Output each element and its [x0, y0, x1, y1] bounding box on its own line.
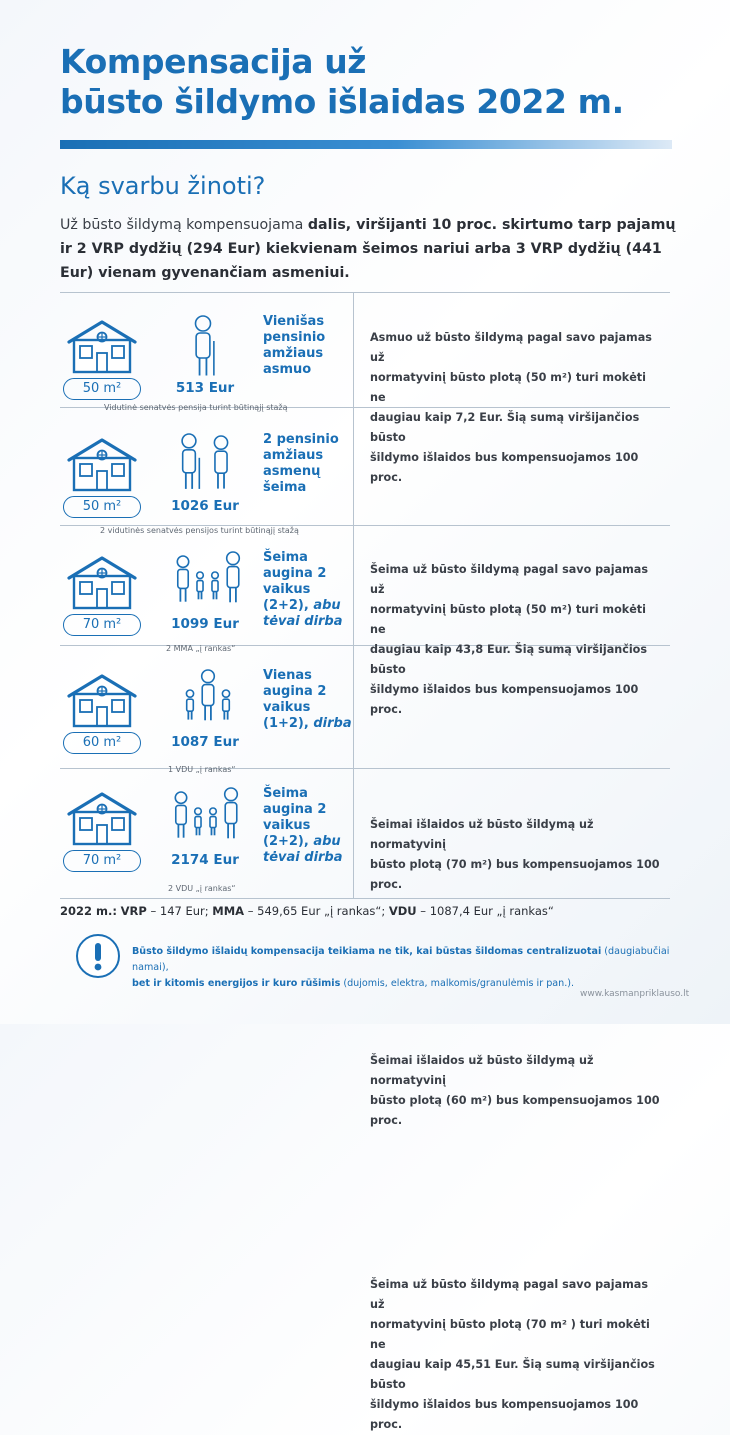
income-note: 2 MMA „į rankas“ [166, 644, 236, 653]
row-separator [60, 898, 670, 899]
area-badge: 50 m² [63, 496, 141, 518]
label-line: 2 pensinio [263, 432, 339, 447]
income-note: 2 VDU „į rankas“ [168, 884, 236, 893]
income-amount: 1099 Eur [171, 616, 239, 632]
description-line: Šeimai išlaidos už būsto šildymą už normatyvinį [370, 1054, 594, 1087]
description-line: normatyvinį būsto plotą (50 m²) turi mokėti ne [370, 371, 646, 404]
area-badge: 60 m² [63, 732, 141, 754]
row-separator [60, 768, 670, 769]
intro-text: Už būsto šildymą kompensuojama [60, 217, 308, 233]
label-italic: dirba [308, 716, 352, 731]
defs-year: 2022 m.: [60, 904, 117, 918]
case-label [263, 432, 363, 496]
area-badge: 70 m² [63, 850, 141, 872]
description-line: Šeima už būsto šildymą pagal savo pajamas už [370, 563, 648, 596]
income-note: Vidutinė senatvės pensija turint būtinąjį stažą [104, 403, 288, 412]
income-amount: 1087 Eur [171, 734, 239, 750]
label-line: Vienišas [263, 314, 325, 329]
income-note: 1 VDU „į rankas“ [168, 765, 236, 774]
website-link[interactable]: www.kasmanpriklauso.lt [580, 989, 690, 999]
case-label [263, 668, 363, 732]
alert-text-2: (dujomis, elektra, malkomis/granulėmis ir pan.). [340, 978, 575, 989]
label-line: pensinio [263, 330, 326, 345]
label-line: (1+2), [263, 716, 309, 731]
description-line: Šeimai išlaidos už būsto šildymą už normatyvinį [370, 818, 594, 851]
house-icon [65, 318, 139, 374]
description-line: būsto plotą (60 m²) bus kompensuojamos 100 proc. [370, 1094, 660, 1127]
label-line: vaikus [263, 700, 311, 715]
family-icon [173, 550, 243, 618]
house-icon [65, 672, 139, 728]
label-line: (2+2), [263, 834, 309, 849]
label-line: asmuo [263, 362, 312, 377]
area-badge: 50 m² [63, 378, 141, 400]
description-line: daugiau kaip 43,8 Eur. Šią sumą viršijančios būsto [370, 643, 648, 676]
defs-vdu-val: – 1087,4 Eur „į rankas“ [416, 904, 554, 918]
case-label [263, 550, 363, 630]
row-separator [60, 292, 670, 293]
title-line-2: būsto šildymo išlaidas 2022 m. [60, 82, 624, 121]
page-title [60, 42, 680, 122]
income-note: 2 vidutinės senatvės pensijos turint būtinąjį stažą [100, 526, 299, 535]
description-line: Šeima už būsto šildymą pagal savo pajamas už [370, 1278, 648, 1311]
label-italic-last: tėvai dirba [263, 614, 343, 629]
label-line: šeima [263, 480, 307, 495]
label-line: asmenų [263, 464, 321, 479]
case-description [370, 1275, 665, 1435]
case-description [370, 1051, 665, 1131]
pensioner-icon [183, 314, 223, 382]
title-line-1: Kompensacija už [60, 42, 367, 81]
description-line: šildymo išlaidos bus kompensuojamos 100 proc. [370, 683, 639, 716]
exclamation-icon [76, 934, 120, 978]
alert-bold-1: Būsto šildymo išlaidų kompensacija teikiama ne tik, kai būstas šildomas centralizuotai [132, 946, 602, 957]
pensioner-couple-icon [171, 432, 241, 500]
case-label [263, 314, 363, 378]
alert-bold-2: bet ir kitomis energijos ir kuro rūšimis [132, 978, 341, 989]
description-line: Asmuo už būsto šildymą pagal savo pajamas už [370, 331, 652, 364]
area-badge: 70 m² [63, 614, 141, 636]
intro-bold-text: dalis, viršijanti 10 proc. skirtumo tarp pajamų ir 2 VRP dydžių (294 Eur) kiekvienam šeimos nariui arba 3 VRP dydžių (441 Eur) vienam gyvenančiam asmeniui. [60, 217, 676, 281]
description-line: daugiau kaip 7,2 Eur. Šią sumą viršijančios būsto [370, 411, 640, 444]
label-line: augina 2 [263, 566, 327, 581]
description-line: normatyvinį būsto plotą (70 m² ) turi mokėti ne [370, 1318, 650, 1351]
family-icon [178, 668, 238, 736]
income-amount: 2174 Eur [171, 852, 239, 868]
intro-paragraph [60, 213, 690, 285]
info-note [132, 944, 692, 992]
definitions [60, 904, 554, 918]
label-line: amžiaus [263, 346, 324, 361]
description-line: daugiau kaip 45,51 Eur. Šią sumą viršijančios būsto [370, 1358, 655, 1391]
defs-mma-key: MMA [212, 904, 245, 918]
label-line: Vienas [263, 668, 312, 683]
label-italic: abu [308, 598, 341, 613]
title-underline [60, 140, 672, 149]
defs-vrp-val: – 147 Eur; [146, 904, 213, 918]
house-icon [65, 790, 139, 846]
label-line: augina 2 [263, 802, 327, 817]
label-italic: abu [308, 834, 341, 849]
family-icon [171, 786, 241, 854]
house-icon [65, 554, 139, 610]
label-line: Šeima [263, 550, 308, 565]
label-line: (2+2), [263, 598, 309, 613]
defs-vrp-key: VRP [120, 904, 147, 918]
case-label [263, 786, 363, 866]
description-line: šildymo išlaidos bus kompensuojamos 100 proc. [370, 451, 639, 484]
subtitle: Ką svarbu žinoti? [60, 172, 266, 200]
description-line: šildymo išlaidos bus kompensuojamos 100 proc. [370, 1398, 639, 1431]
label-line: Šeima [263, 786, 308, 801]
alert-text-1: (daugiabučiai namai), [132, 946, 670, 973]
label-line: augina 2 [263, 684, 327, 699]
label-line: amžiaus [263, 448, 324, 463]
income-amount: 1026 Eur [171, 498, 239, 514]
description-line: būsto plotą (70 m²) bus kompensuojamos 100 proc. [370, 858, 660, 891]
description-line: normatyvinį būsto plotą (50 m²) turi mokėti ne [370, 603, 646, 636]
label-italic-last: tėvai dirba [263, 850, 343, 865]
label-line: vaikus [263, 582, 311, 597]
defs-vdu-key: VDU [388, 904, 417, 918]
income-amount: 513 Eur [175, 380, 235, 396]
house-icon [65, 436, 139, 492]
defs-mma-val: – 549,65 Eur „į rankas“; [244, 904, 389, 918]
label-line: vaikus [263, 818, 311, 833]
